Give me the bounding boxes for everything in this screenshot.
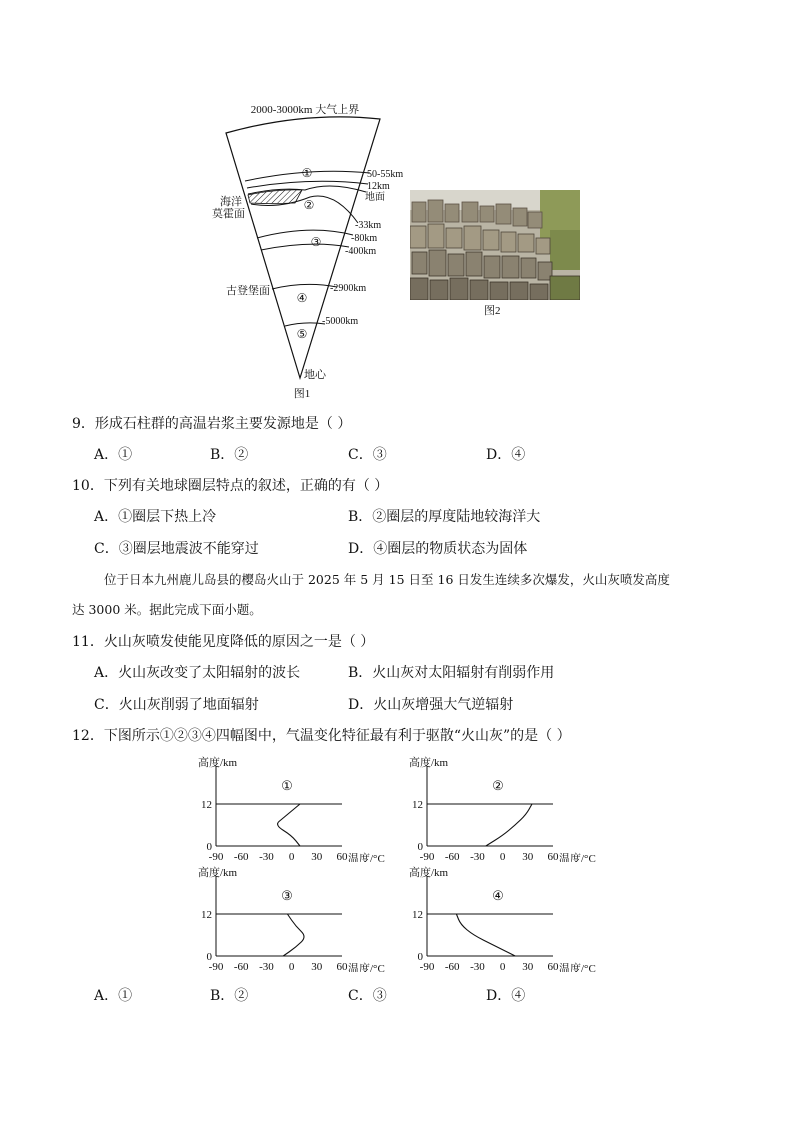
x-tick-label: 0 [288,961,295,972]
q12-option-c: C．③ [348,988,387,1004]
x-tick-label: -30 [470,851,485,862]
depth-label: -80km [351,233,378,244]
q9-option-b: B．② [210,447,249,463]
atmosphere-top-label: 2000-3000km 大气上界 [250,104,360,116]
ocean-label: 海洋 [220,196,242,208]
boundary-5000km [285,323,325,326]
x-axis-label: 温度/°C [348,853,385,862]
y-tick-label: 12 [412,909,423,921]
figure1-caption: 图1 [293,388,311,400]
material-line-2: 达 3000 米。据此完成下面小题。 [72,602,262,617]
x-tick-label: -60 [233,961,249,972]
x-tick-label: 60 [336,851,348,862]
x-tick-label: -90 [419,961,435,972]
q12-option-b: B．② [210,988,249,1004]
layer-5-label: ⑤ [296,327,308,341]
x-axis-label: 温度/°C [559,853,596,862]
question-11-stem: 11．火山灰喷发使能见度降低的原因之一是（ ） [72,634,375,650]
y-axis-label: 高度/km [198,757,238,769]
chart-title: ④ [492,888,504,903]
chart-title: ② [492,778,504,793]
depth-label: -400km [345,246,377,257]
layer-3-label: ③ [310,235,322,249]
core-label: 地心 [304,369,326,381]
y-axis-label: 高度/km [409,867,449,879]
x-tick-label: 60 [547,961,559,972]
q11-option-c: C．火山灰削弱了地面辐射 [94,697,259,713]
x-tick-label: 60 [336,961,348,972]
x-axis-label: 温度/°C [348,963,385,972]
x-tick-label: -90 [208,961,224,972]
moho-label: 莫霍面 [212,208,245,220]
layer-1-label: ① [301,166,313,180]
x-tick-label: -30 [259,851,274,862]
x-tick-label: -30 [259,961,274,972]
boundary-12km [247,181,368,188]
y-tick-label: 0 [206,951,212,963]
y-tick-label: 12 [201,799,212,811]
x-tick-label: 30 [522,961,534,972]
q12-option-d: D．④ [486,988,526,1004]
q9-option-a: A．① [94,447,133,463]
depth-label: -2900km [330,283,367,294]
chart-4 [386,862,606,972]
chart-3 [180,862,390,972]
depth-label: 50-55km [367,169,404,180]
y-tick-label: 0 [206,841,212,853]
temperature-curve [456,914,515,956]
x-tick-label: 0 [288,851,295,862]
x-tick-label: 30 [311,851,323,862]
earth-structure-diagram [210,95,410,400]
q11-option-d: D．火山灰增强大气逆辐射 [348,697,514,713]
q10-option-c: C．③圈层地震波不能穿过 [94,541,259,557]
depth-label: -5000km [322,316,359,327]
chart-title: ① [281,778,293,793]
chart-title: ③ [281,888,293,903]
layer-4-label: ④ [296,291,308,305]
chart-1 [180,752,390,862]
q10-option-b: B．②圈层的厚度陆地较海洋大 [348,509,541,525]
x-tick-label: 30 [522,851,534,862]
temperature-curve [486,804,532,846]
question-12-stem: 12．下图所示①②③④四幅图中，气温变化特征最有利于驱散“火山灰”的是（ ） [72,728,571,744]
layer-2-label: ② [303,198,315,212]
question-9-stem: 9．形成石柱群的高温岩浆主要发源地是（ ） [72,416,352,432]
depth-label: 地面 [365,192,385,203]
x-tick-label: -60 [444,851,460,862]
basalt-columns-photo [410,190,580,300]
y-tick-label: 12 [201,909,212,921]
x-tick-label: -30 [470,961,485,972]
q10-option-a: A．①圈层下热上冷 [94,509,217,525]
y-tick-label: 0 [417,841,423,853]
temperature-curve [283,914,304,956]
chart-2 [386,752,606,862]
q9-option-d: D．④ [486,447,526,463]
q11-option-a: A．火山灰改变了太阳辐射的波长 [94,665,301,681]
figure2-caption: 图2 [484,305,501,317]
x-tick-label: -60 [444,961,460,972]
depth-label: 12km [367,181,390,192]
y-axis-label: 高度/km [198,867,238,879]
y-tick-label: 12 [412,799,423,811]
y-axis-label: 高度/km [409,757,449,769]
q9-option-c: C．③ [348,447,387,463]
x-tick-label: 0 [499,961,506,972]
q10-option-d: D．④圈层的物质状态为固体 [348,541,528,557]
x-tick-label: 60 [547,851,559,862]
y-tick-label: 0 [417,951,423,963]
x-tick-label: -90 [419,851,435,862]
depth-label: -33km [355,220,382,231]
q12-option-a: A．① [94,988,133,1004]
x-tick-label: 30 [311,961,323,972]
q11-option-b: B．火山灰对太阳辐射有削弱作用 [348,665,555,681]
question-10-stem: 10．下列有关地球圈层特点的叙述，正确的有（ ） [72,478,389,494]
x-tick-label: -60 [233,851,249,862]
x-tick-label: 0 [499,851,506,862]
boundary-80km [257,230,353,238]
gutenberg-label: 古登堡面 [226,285,270,297]
x-axis-label: 温度/°C [559,963,596,972]
material-line-1: 位于日本九州鹿儿岛县的樱岛火山于 2025 年 5 月 15 日至 16 日发生连续多次爆发，火山灰喷发高度 [104,572,670,587]
boundary-400km [261,244,349,250]
x-tick-label: -90 [208,851,224,862]
temperature-curve [278,804,300,846]
